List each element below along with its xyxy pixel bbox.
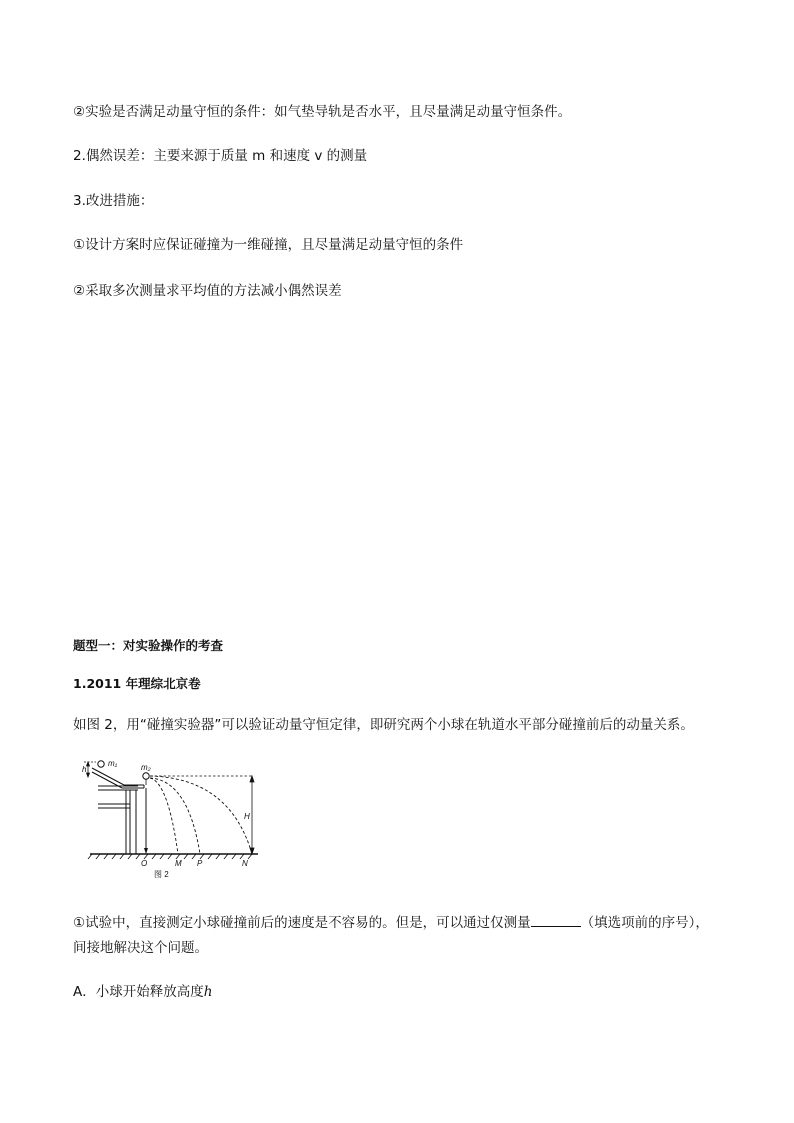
label-H: H xyxy=(244,812,250,821)
collision-apparatus-figure xyxy=(80,758,265,883)
paragraph-random-error: 2.偶然误差：主要来源于质量 m 和速度 v 的测量 xyxy=(73,148,368,164)
circled-two-marker: ② xyxy=(73,283,86,299)
question-text-after: （填选项前的序号）， xyxy=(580,915,709,931)
trajectory-P xyxy=(150,778,200,854)
trajectory-M xyxy=(150,778,178,854)
circled-one-marker: ① xyxy=(73,237,86,253)
label-m1: m₁ xyxy=(108,759,118,768)
label-O: O xyxy=(141,859,148,868)
question-part-one xyxy=(73,912,709,933)
option-variable: h xyxy=(203,984,213,1000)
answer-blank[interactable] xyxy=(531,912,581,927)
trajectories xyxy=(150,776,252,854)
paragraph-system-error-condition xyxy=(73,102,571,122)
label-N: N xyxy=(242,859,248,868)
paragraph-improvement-one xyxy=(73,235,463,255)
ball-m1 xyxy=(98,761,104,767)
question-intro: 如图 2，用“碰撞实验器”可以验证动量守恒定律，即研究两个小球在轨道水平部分碰撞前后的动量关系。 xyxy=(73,717,694,733)
paragraph-text: 设计方案时应保证碰撞为一维碰撞，且尽量满足动量守恒的条件 xyxy=(85,237,464,253)
label-m2: m₂ xyxy=(141,763,151,772)
table-stand xyxy=(98,786,138,854)
question-text: 试验中，直接测定小球碰撞前后的速度是不容易的。但是，可以通过仅测量 xyxy=(85,915,531,931)
circled-two-marker: ② xyxy=(73,104,86,120)
ball-m2 xyxy=(143,773,149,779)
question-part-one-continued: 间接地解决这个问题。 xyxy=(73,940,208,956)
height-H-indicator xyxy=(250,776,254,854)
circled-one-marker: ① xyxy=(73,915,86,931)
question-title: 1.2011 年理综北京卷 xyxy=(73,676,201,691)
figure-caption: 图 2 xyxy=(154,870,169,879)
ramp xyxy=(92,768,144,788)
section-title: 题型一：对实验操作的考查 xyxy=(73,638,224,653)
paragraph-improvements-heading: 3.改进措施： xyxy=(73,193,154,209)
trajectory-N xyxy=(150,776,252,854)
option-text: 小球开始释放高度 xyxy=(95,984,204,1000)
label-h: h xyxy=(82,765,87,774)
paragraph-improvement-two xyxy=(73,281,342,301)
label-P: P xyxy=(197,859,203,868)
option-a[interactable] xyxy=(73,982,212,1002)
option-label: A． xyxy=(73,984,96,1000)
label-M: M xyxy=(175,859,182,868)
paragraph-text: 实验是否满足动量守恒的条件：如气垫导轨是否水平，且尽量满足动量守恒条件。 xyxy=(85,104,572,120)
paragraph-text: 采取多次测量求平均值的方法减小偶然误差 xyxy=(85,283,342,299)
